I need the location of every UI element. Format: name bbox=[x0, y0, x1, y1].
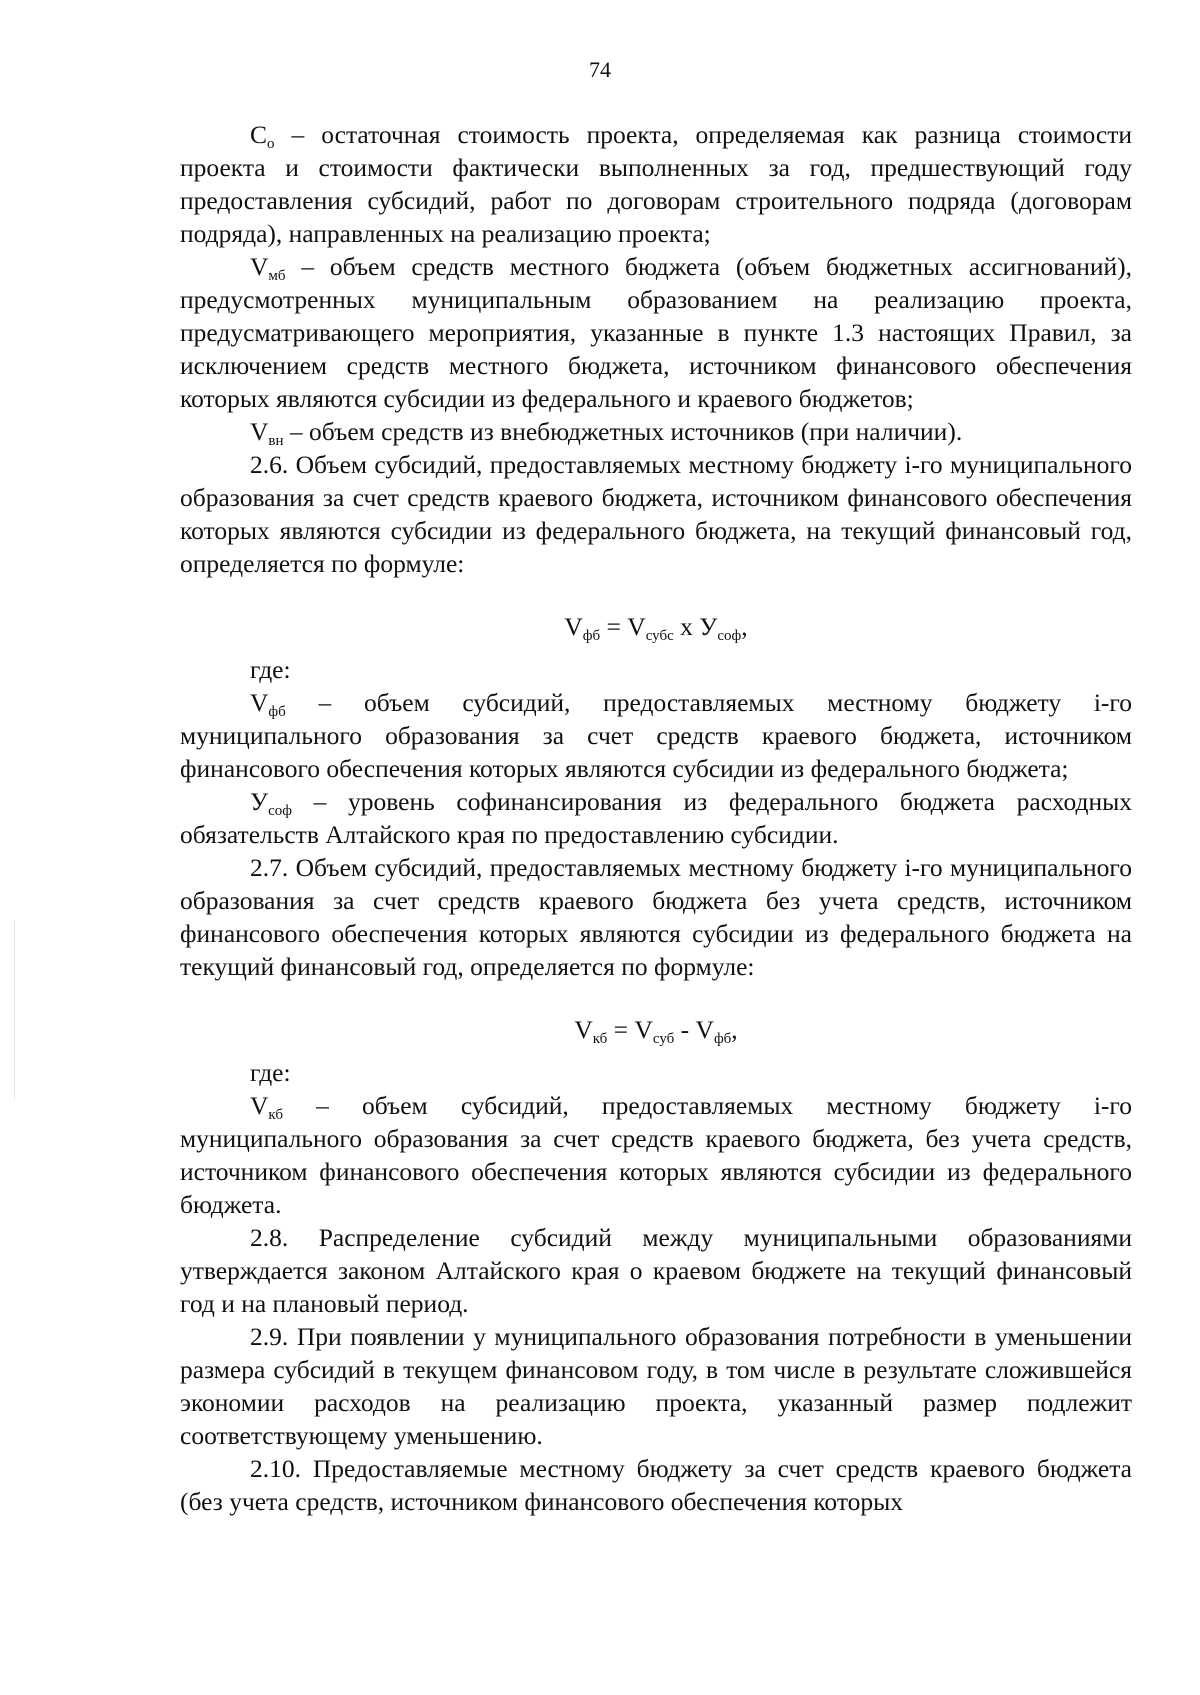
symbol: V bbox=[250, 252, 269, 281]
definition-co bbox=[180, 118, 1132, 250]
definition-text: – уровень софинансирования из федерального бюджета расходных обязательств Алтайского края по предоставлению субсидии. bbox=[180, 787, 1132, 849]
clause-2-10: 2.10. Предоставляемые местному бюджету за счет средств краевого бюджета (без учета средств, источником финансового обеспечения которых bbox=[180, 1454, 1132, 1516]
symbol-subscript: соф bbox=[268, 803, 292, 819]
page-number: 74 bbox=[589, 57, 611, 82]
symbol: У bbox=[250, 787, 269, 816]
formula-punctuation: , bbox=[731, 1015, 738, 1044]
formula-subscript: суб bbox=[652, 1031, 675, 1047]
definition-text: – остаточная стоимость проекта, определяемая как разница стоимости проекта и стоимости фактически выполненных за год, предшествующий году предоставления субсидий, работ по договорам строительного подряда (договорам подряда), направленных на реализацию проекта; bbox=[180, 120, 1132, 248]
clause-2-6: 2.6. Объем субсидий, предоставляемых местному бюджету і-го муниципального образования за счет средств краевого бюджета, источником финансового обеспечения которых являются субсидии из федерального бюджета, на текущий финансовый год, определяется по формуле: bbox=[180, 450, 1132, 578]
symbol-subscript: мб bbox=[268, 268, 286, 284]
definition-text: – объем субсидий, предоставляемых местному бюджету і-го муниципального образования за счет средств краевого бюджета, источником финансового обеспечения которых являются субсидии из федерального бюджета; bbox=[180, 688, 1132, 783]
formula-term: V bbox=[627, 612, 646, 641]
symbol-subscript: вн bbox=[268, 433, 284, 449]
formula-operator: х bbox=[673, 612, 700, 641]
where-label: где: bbox=[250, 1058, 291, 1087]
symbol: V bbox=[250, 688, 269, 717]
clause-2-8: 2.8. Распределение субсидий между муниципальными образованиями утверждается законом Алтайского края о краевом бюджете на текущий финансовый год и на плановый период. bbox=[180, 1223, 1132, 1318]
formula-operator: = bbox=[600, 612, 628, 641]
formula-subscript: кб bbox=[592, 1031, 608, 1047]
formula-term: V bbox=[634, 1015, 653, 1044]
definition-vfb bbox=[180, 686, 1132, 785]
formula-subscript: фб bbox=[713, 1031, 732, 1047]
symbol: V bbox=[250, 1091, 269, 1120]
symbol-subscript: о bbox=[267, 136, 275, 152]
formula-vfb bbox=[180, 610, 1132, 643]
formula-term: У bbox=[699, 612, 718, 641]
clause-2-9: 2.9. При появлении у муниципального образования потребности в уменьшении размера субсидий в текущем финансовом году, в том числе в результате сложившейся экономии расходов на реализацию проекта, указанный размер подлежит соответствующему уменьшению. bbox=[180, 1322, 1132, 1450]
formula-operator: = bbox=[607, 1015, 635, 1044]
formula-subscript: соф bbox=[717, 628, 742, 644]
formula-operator: - bbox=[674, 1015, 696, 1044]
definition-vkb bbox=[180, 1089, 1132, 1221]
definition-vmb bbox=[180, 250, 1132, 415]
formula-term: V bbox=[574, 1015, 593, 1044]
definition-vvn bbox=[180, 415, 1132, 448]
where-label: где: bbox=[250, 655, 291, 684]
scan-artifact-line bbox=[14, 920, 15, 1100]
symbol: С bbox=[250, 120, 268, 149]
formula-subscript: фб bbox=[582, 628, 601, 644]
symbol: V bbox=[250, 417, 269, 446]
formula-term: V bbox=[564, 612, 583, 641]
formula-term: V bbox=[695, 1015, 714, 1044]
symbol-subscript: фб bbox=[268, 704, 286, 720]
formula-subscript: субс bbox=[645, 628, 674, 644]
formula-punctuation: , bbox=[741, 612, 748, 641]
clause-2-7: 2.7. Объем субсидий, предоставляемых местному бюджету і-го муниципального образования за счет средств краевого бюджета без учета средств, источником финансового обеспечения которых являются субсидии из федерального бюджета на текущий финансовый год, определяется по формуле: bbox=[180, 853, 1132, 981]
formula-vkb bbox=[180, 1013, 1132, 1046]
definition-usof bbox=[180, 785, 1132, 851]
symbol-subscript: кб bbox=[268, 1107, 283, 1123]
document-body bbox=[180, 118, 1132, 1518]
definition-text: – объем средств из внебюджетных источников (при наличии). bbox=[283, 417, 963, 446]
definition-text: – объем субсидий, предоставляемых местному бюджету і-го муниципального образования за счет средств краевого бюджета, без учета средств, источником финансового обеспечения которых являются субсидии из федерального бюджета. bbox=[180, 1091, 1132, 1219]
definition-text: – объем средств местного бюджета (объем бюджетных ассигнований), предусмотренных муниципальным образованием на реализацию проекта, предусматривающего мероприятия, указанные в пункте 1.3 настоящих Правил, за исключением средств местного бюджета, источником финансового обеспечения которых являются субсидии из федерального и краевого бюджетов; bbox=[180, 252, 1132, 413]
